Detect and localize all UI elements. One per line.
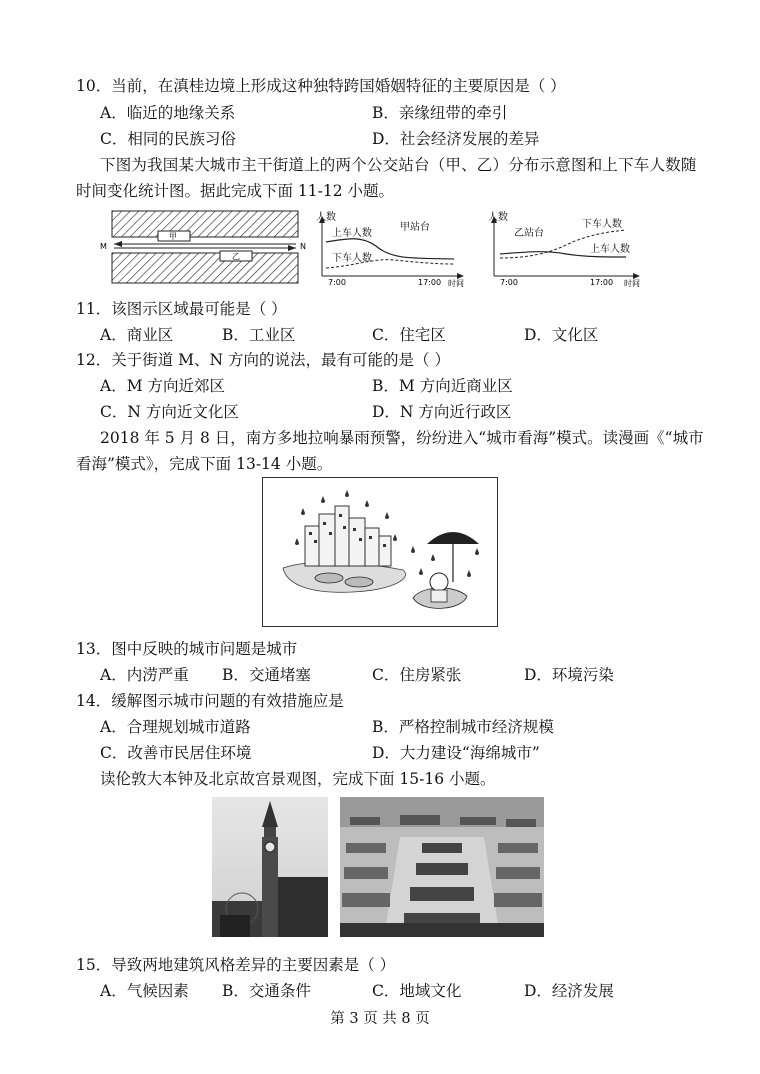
chart-yi-ylabel: 人数 <box>488 212 508 223</box>
q13-option-d: D．环境污染 <box>524 666 614 684</box>
q13-option-a: A．内涝严重 <box>100 666 189 684</box>
street-map-figure <box>100 207 310 287</box>
intro-11-12-line2: 时间变化统计图。据此完成下面 11-12 小题。 <box>76 182 395 200</box>
label-m: M <box>100 242 107 251</box>
chart-yi-tick-start: 7:00 <box>500 278 518 287</box>
chart-jia-tick-start: 7:00 <box>328 278 346 287</box>
q15-option-b: B．交通条件 <box>222 982 311 1000</box>
q15-option-a: A．气候因素 <box>100 982 189 1000</box>
chart-jia-ylabel: 人数 <box>316 212 336 223</box>
q11-option-b: B．工业区 <box>222 326 296 344</box>
q14-option-a: A．合理规划城市道路 <box>100 718 251 736</box>
label-n: N <box>300 242 306 251</box>
q10-option-d: D．社会经济发展的差异 <box>372 130 540 148</box>
flooded-city-cartoon <box>263 478 497 626</box>
q11-option-c: C．住宅区 <box>372 326 446 344</box>
q10-option-a: A．临近的地缘关系 <box>100 104 236 122</box>
stop-yi-label: 乙 <box>232 252 240 261</box>
chart-yi-tick-end: 17:00 <box>590 278 614 287</box>
intro-13-14-line2: 看海”模式》，完成下面 13-14 小题。 <box>76 455 333 473</box>
cartoon-frame <box>262 477 498 627</box>
q11-option-d: D．文化区 <box>524 326 599 344</box>
q15-option-d: D．经济发展 <box>524 982 614 1000</box>
chart-jia-off-label: 下车人数 <box>332 253 372 264</box>
q10-option-b: B．亲缘纽带的牵引 <box>372 104 508 122</box>
chart-yi-xlabel: 时间 <box>624 279 640 288</box>
q12-option-d: D．N 方向近行政区 <box>372 403 512 421</box>
q12-option-b: B．M 方向近商业区 <box>372 377 513 395</box>
q14-option-d: D．大力建设“海绵城市” <box>372 744 540 762</box>
q11-stem: 11．该图示区域最可能是（ ） <box>76 300 287 318</box>
chart-jia-title: 甲站台 <box>400 222 430 233</box>
q12-stem: 12．关于街道 M、N 方向的说法，最有可能的是（ ） <box>76 351 450 369</box>
intro-11-12-line1: 下图为我国某大城市主干街道上的两个公交站台（甲、乙）分布示意图和上下车人数随 <box>100 156 697 174</box>
chart-yi-station <box>486 208 652 288</box>
chart-jia-xlabel: 时间 <box>448 279 464 288</box>
forbidden-city-photo <box>340 797 544 937</box>
q11-option-a: A．商业区 <box>100 326 174 344</box>
q15-option-c: C．地域文化 <box>372 982 462 1000</box>
q13-stem: 13．图中反映的城市问题是城市 <box>76 640 298 658</box>
chart-jia-station <box>314 208 474 288</box>
stop-jia-label: 甲 <box>169 232 177 241</box>
q14-option-b: B．严格控制城市经济规模 <box>372 718 554 736</box>
q12-option-a: A．M 方向近郊区 <box>100 377 225 395</box>
chart-yi-title: 乙站台 <box>514 228 544 239</box>
q14-option-c: C．改善市民居住环境 <box>100 744 252 762</box>
chart-yi-off-label: 下车人数 <box>582 219 622 230</box>
q15-stem: 15．导致两地建筑风格差异的主要因素是（ ） <box>76 956 396 974</box>
big-ben-photo <box>212 797 328 937</box>
q14-stem: 14．缓解图示城市问题的有效措施应是 <box>76 692 344 710</box>
intro-15-16-line1: 读伦敦大本钟及北京故宫景观图，完成下面 15-16 小题。 <box>100 770 496 788</box>
q10-stem: 10．当前，在滇桂边境上形成这种独特跨国婚姻特征的主要原因是（ ） <box>76 77 566 95</box>
page-footer: 第 3 页 共 8 页 <box>330 1011 430 1027</box>
chart-jia-tick-end: 17:00 <box>418 278 442 287</box>
q13-option-b: B．交通堵塞 <box>222 666 311 684</box>
chart-yi-on-label: 上车人数 <box>590 244 630 255</box>
q10-option-c: C．相同的民族习俗 <box>100 130 236 148</box>
q13-option-c: C．住房紧张 <box>372 666 462 684</box>
q12-option-c: C．N 方向近文化区 <box>100 403 239 421</box>
chart-jia-on-label: 上车人数 <box>332 228 372 239</box>
intro-13-14-line1: 2018 年 5 月 8 日，南方多地拉响暴雨预警，纷纷进入“城市看海”模式。读漫画《“城市 <box>100 429 704 447</box>
